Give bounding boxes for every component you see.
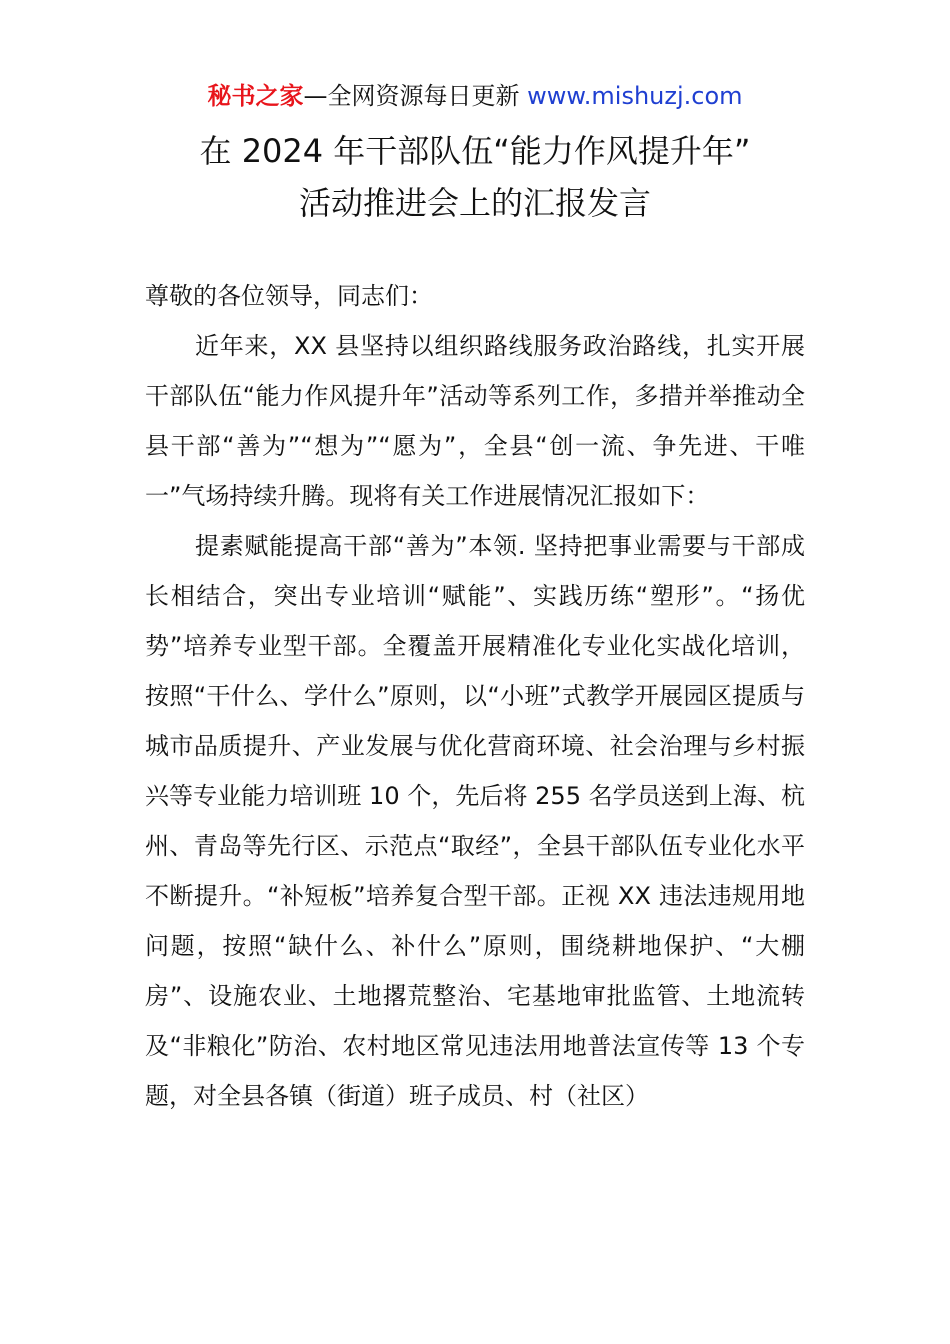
header-tagline: —全网资源每日更新 <box>303 82 520 110</box>
salutation: 尊敬的各位领导，同志们： <box>145 282 433 310</box>
title-line-1: 在 2024 年干部队伍“能力作风提升年” <box>199 132 751 170</box>
paragraph-capability: 提素赋能提高干部“善为”本领. 坚持把事业需要与干部成长相结合，突出专业培训“赋能”、实践历练“塑形”。“扬优势”培养专业型干部。全覆盖开展精准化专业化实战化培训，按照“干什么、学什么”原则，以“小班”式教学开展园区提质与城市品质提升、产业发展与优化营商环境、社会治理与乡村振兴等专业能力培训班 10 个，先后将 255 名学员送到上海、杭州、青岛等先行区、示范点“取经”，全县干部队伍专业化水平不断提升。“补短板”培养复合型干部。正视 XX 违法违规用地问题，按照“缺什么、补什么”原则，围绕耕地保护、“大棚房”、设施农业、土地撂荒整治、宅基地审批监管、土地流转及“非粮化”防治、农村地区常见违法用地普法宣传等 13 个专题，对全县各镇（街道）班子成员、村（社区） <box>145 532 805 1110</box>
brand-name: 秘书之家 <box>207 82 304 110</box>
site-header <box>0 80 950 112</box>
title-line-2: 活动推进会上的汇报发言 <box>298 184 651 222</box>
document-title <box>0 125 950 229</box>
paragraph-intro: 近年来，XX 县坚持以组织路线服务政治路线，扎实开展干部队伍“能力作风提升年”活动等系列工作，多措并举推动全县干部“善为”“想为”“愿为”，全县“创一流、争先进、干唯一”气场持续升腾。现将有关工作进展情况汇报如下： <box>145 332 805 510</box>
document-body <box>145 271 805 1121</box>
site-url-link[interactable]: www.mishuzj.com <box>527 82 743 110</box>
